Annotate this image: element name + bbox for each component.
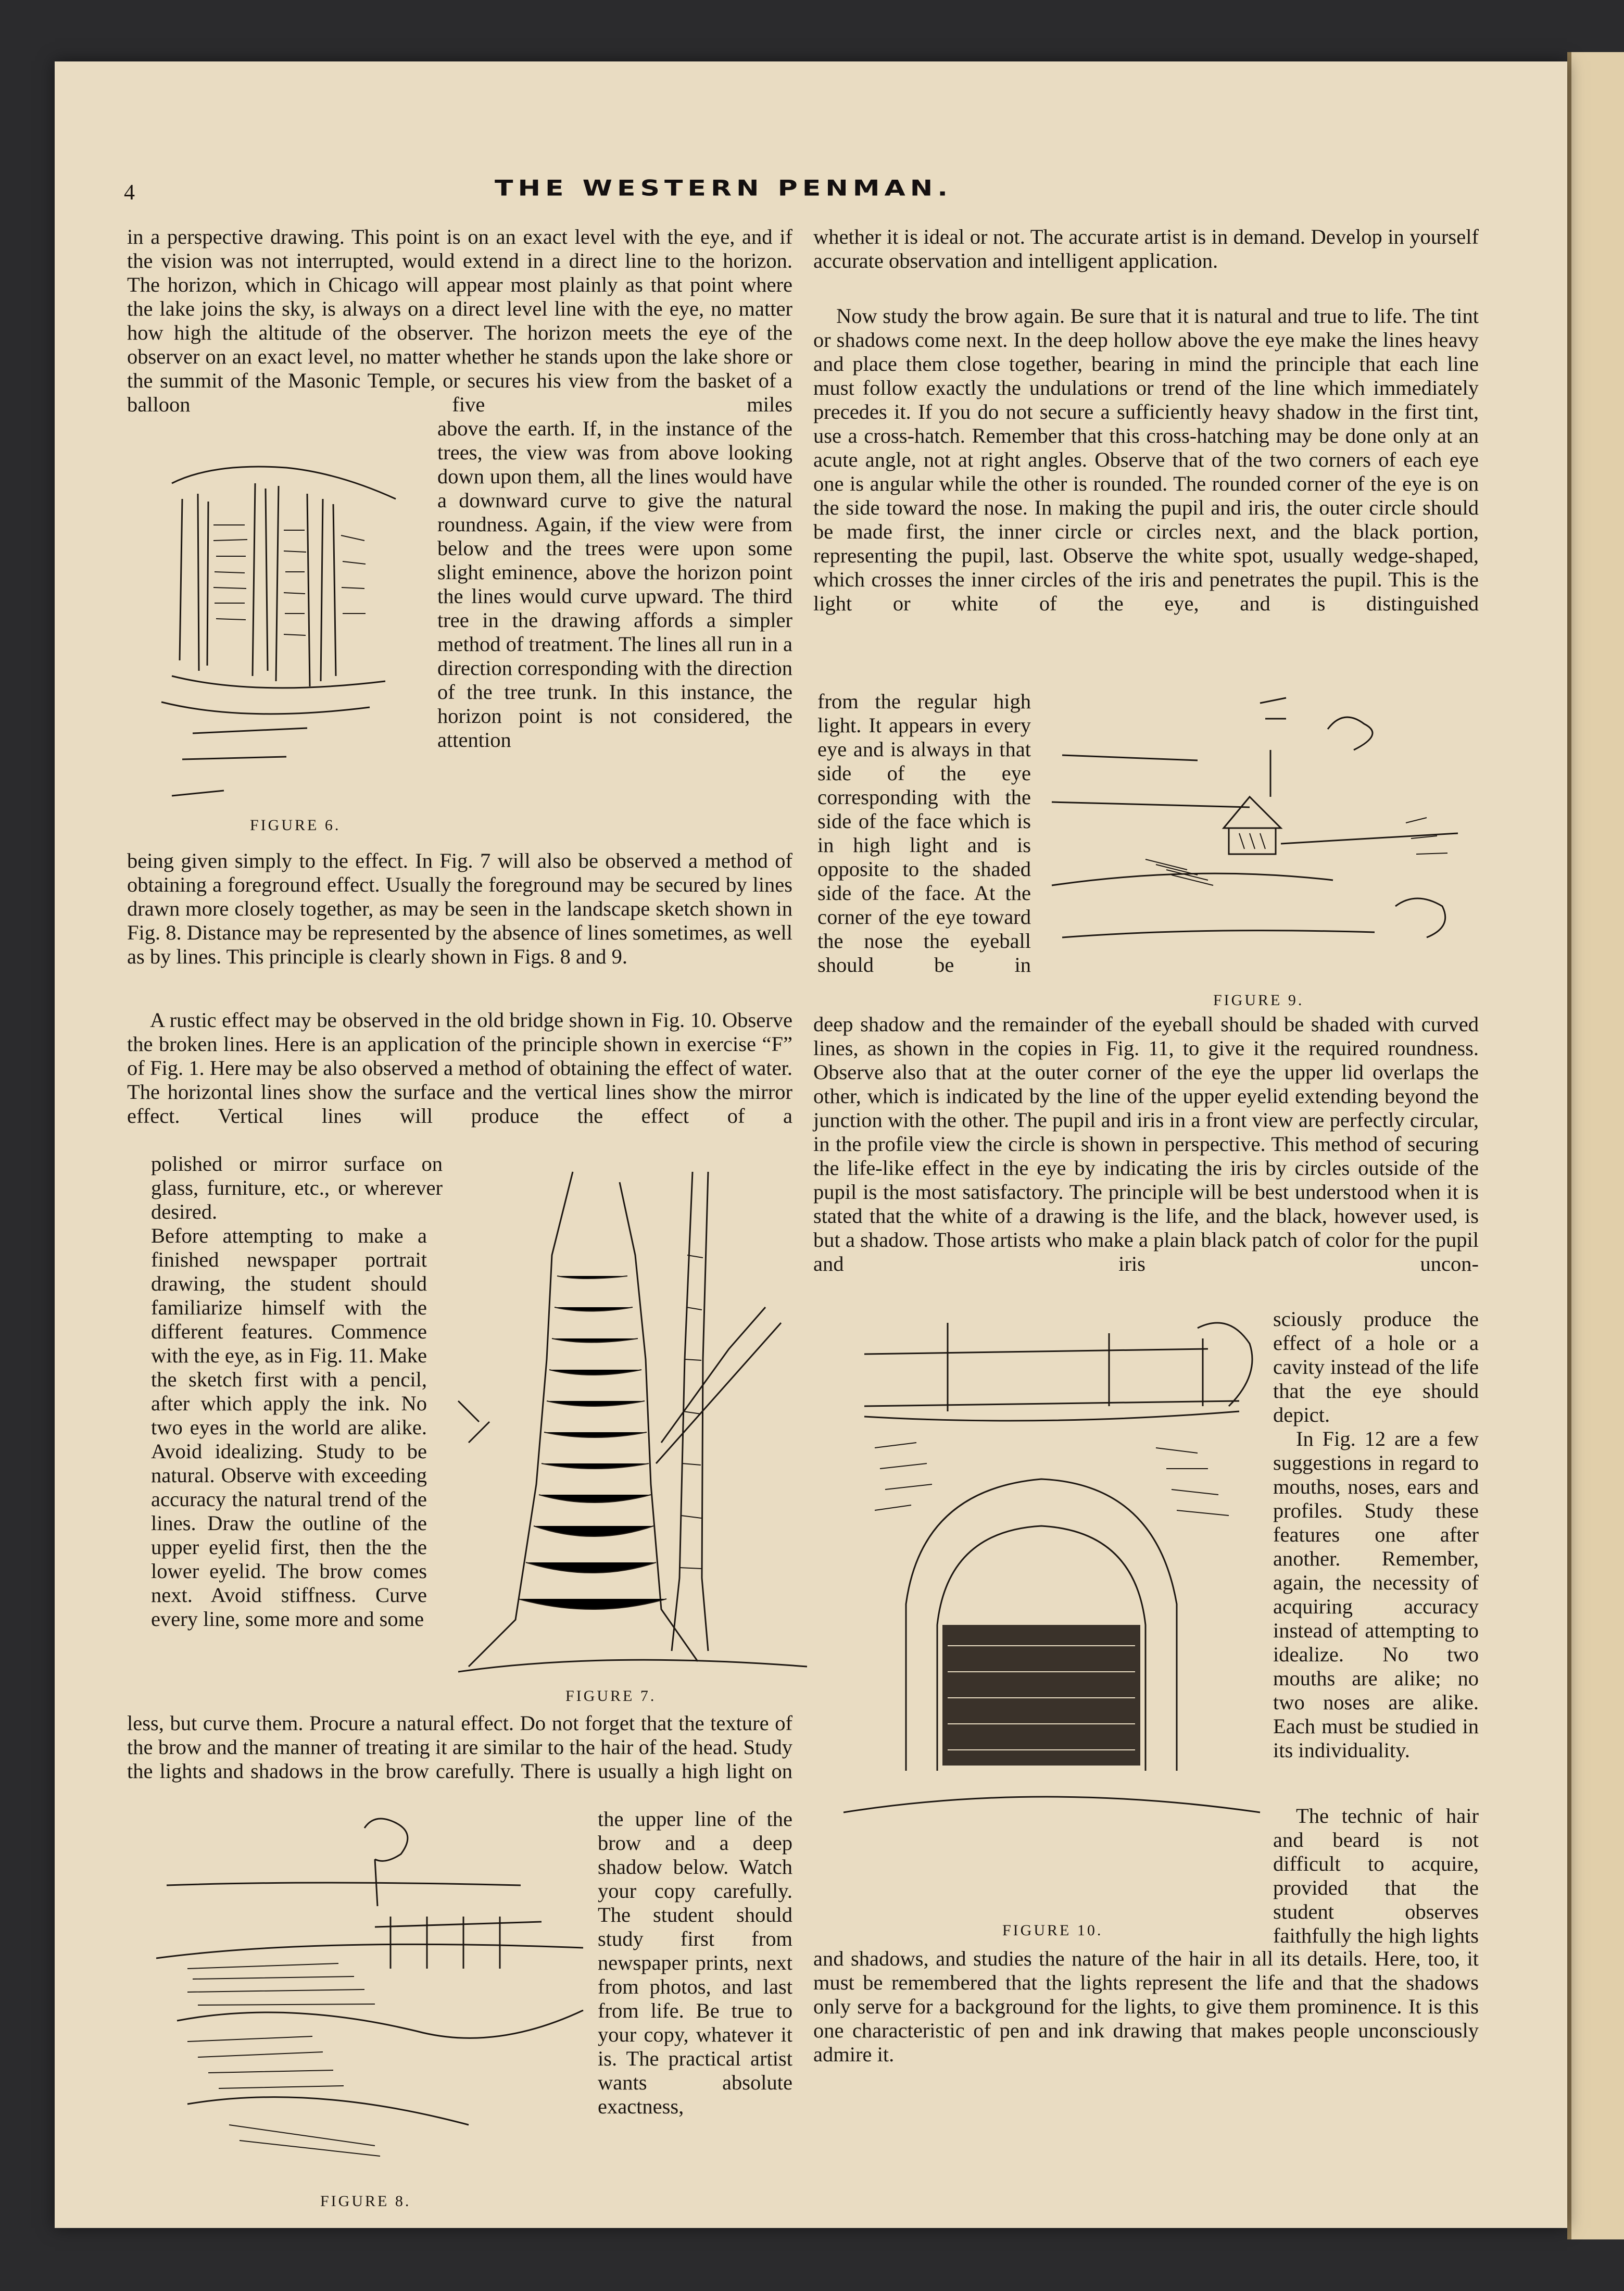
- page-title: THE WESTERN PENMAN.: [495, 176, 953, 201]
- right-paragraph-7: The technic of hair and beard is not difficult to acquire, provided that the student observes faithfully the high lights: [1273, 1804, 1479, 1947]
- right-paragraph-1: whether it is ideal or not. The accurate artist is in demand. Develop in yourself accurate observation and intelligent application.: [813, 225, 1479, 272]
- figure-6-trees-illustration: [151, 452, 422, 817]
- right-paragraph-6: In Fig. 12 are a few suggestions in regard to mouths, noses, ears and profiles. Study these features one after another. Remember, again, the necessity of acquiring accuracy instead of attempting to idealize. No two mouths are alike; no two noses are alike. Each must be studied in its individuality.: [1273, 1427, 1479, 1762]
- left-paragraph-2: above the earth. If, in the instance of the trees, the view was from above looking down upon them, all the lines would have a downward curve to give the natural roundness. Again, if the view were from below and the trees were upon some slight eminence, above the horizon point the lines would curve upward. The third tree in the drawing affords a simpler method of treatment. The lines all run in a direction corresponding with the direction of the tree trunk. In this instance, the horizon point is not considered, the attention: [437, 417, 792, 752]
- right-paragraph-5: sciously produce the effect of a hole or a cavity instead of the life that the eye should depict.: [1273, 1307, 1479, 1426]
- left-paragraph-6: Before attempting to make a finished newspaper portrait drawing, the student should familiarize himself with the different features. Commence with the eye, as in Fig. 11. Make the sketch first with a pencil, after which apply the ink. No two eyes in the world are alike. Avoid idealizing. Study to be natural. Observe with exceeding accuracy the natural trend of the lines. Draw the outline of the upper eyelid first, then the the lower eyelid. The brow comes next. Avoid stiffness. Curve every line, some more and some: [151, 1224, 427, 1631]
- left-paragraph-5: polished or mirror surface on glass, furniture, etc., or wherever desired.: [151, 1152, 443, 1223]
- figure-9-caption: FIGURE 9.: [1213, 992, 1304, 1009]
- facing-page-edge: [1571, 52, 1624, 2239]
- figure-8-caption: FIGURE 8.: [320, 2193, 411, 2210]
- figure-6-caption: FIGURE 6.: [250, 817, 341, 834]
- right-paragraph-4: deep shadow and the remainder of the eyeball should be shaded with curved lines, as shown in the copies in Fig. 11, to give it the required roundness. Observe also that at the outer corner of the eye the upper lid overlaps the other, which is indicated by the line of the upper eyelid extending beyond the junction with the other. The pupil and iris in a front view are perfectly circular, in the profile view the circle is shown in perspective. This method of securing the life-like effect in the eye by indicating the iris by circles outside of the pupil is the most satisfactory. The principle will be best understood when it is stated that the white of a drawing is the life, and the black, however used, is but a shadow. Those artists who make a plain black patch of color for the pupil and iris uncon-: [813, 1012, 1479, 1275]
- left-paragraph-1: in a perspective drawing. This point is on an exact level with the eye, and if the vision was not interrupted, would extend in a direct line to the horizon. The horizon, which in Chicago will appear most plainly as that point where the lake joins the sky, is always on a direct level line with the eye, no matter how high the altitude of the observer. The horizon meets the eye of the observer on an exact level, no matter whether he stands upon the lake shore or the summit of the Masonic Temple, or secures his view from the basket of a balloon five miles: [127, 225, 792, 416]
- figure-10-old-bridge-illustration: [833, 1312, 1265, 1849]
- figure-9-church-landscape-illustration: [1041, 687, 1479, 979]
- right-paragraph-3: from the regular high light. It appears in every eye and is always in that side of the eye corresponding with the side of the face which is in high light and is opposite to the shaded side of the face. At the corner of the eye toward the nose the eyeball should be in: [817, 690, 1031, 977]
- figure-7-tree-trunks-illustration: [448, 1151, 812, 1687]
- left-paragraph-8: the upper line of the brow and a deep shadow below. Watch your copy carefully. The student should study first from newspaper prints, next from photos, and last from life. Be true to your copy, whatever it is. The practical artist wants absolute exactness,: [598, 1807, 792, 2118]
- page-number: 4: [124, 181, 135, 205]
- right-paragraph-8: and shadows, and studies the nature of the hair in all its details. Here, too, it must be remembered that the lights represent the life and that the shadows only serve for a background for the lights, to give them prominence. It is this one characteristic of pen and ink drawing that makes people unconsciously admire it.: [813, 1947, 1479, 2066]
- figure-8-landscape-illustration: [156, 1812, 588, 2177]
- left-paragraph-4: A rustic effect may be observed in the old bridge shown in Fig. 10. Observe the broken lines. Here is an application of the principle shown in exercise “F” of Fig. 1. Here may be also observed a method of obtaining the effect of water. The horizontal lines show the surface and the vertical lines show the mirror effect. Vertical lines will produce the effect of a: [127, 1008, 792, 1128]
- left-paragraph-7: less, but curve them. Procure a natural effect. Do not forget that the texture of the brow and the manner of treating it are similar to the hair of the head. Study the lights and shadows in the brow carefully. There is usually a high light on: [127, 1711, 792, 1783]
- right-paragraph-2: Now study the brow again. Be sure that it is natural and true to life. The tint or shadows come next. In the deep hollow above the eye make the lines heavy and place them close together, bearing in mind the principle that each line must follow exactly the undulations or trend of the line which immediately precedes it. If you do not secure a sufficiently heavy shadow in the first tint, use a cross-hatch. Remember that this cross-hatching may be done only at an acute angle, not at right angles. Observe that of the two corners of each eye one is angular while the other is rounded. The rounded corner of the eye is on the side toward the nose. In making the pupil and iris, the outer circle should be made first, the inner circle or circles next, and the black portion, representing the pupil, last. Observe the white spot, usually wedge-shaped, which crosses the inner circles of the iris and penetrates the pupil. This is the light or white of the eye, and is distinguished: [813, 304, 1479, 615]
- figure-10-caption: FIGURE 10.: [1002, 1922, 1103, 1939]
- left-paragraph-3: being given simply to the effect. In Fig. 7 will also be observed a method of obtaining a foreground effect. Usually the foreground may be secured by lines drawn more closely together, as may be seen in the landscape sketch shown in Fig. 8. Distance may be represented by the absence of lines sometimes, as well as by lines. This principle is clearly shown in Figs. 8 and 9.: [127, 849, 792, 968]
- figure-7-caption: FIGURE 7.: [565, 1687, 657, 1705]
